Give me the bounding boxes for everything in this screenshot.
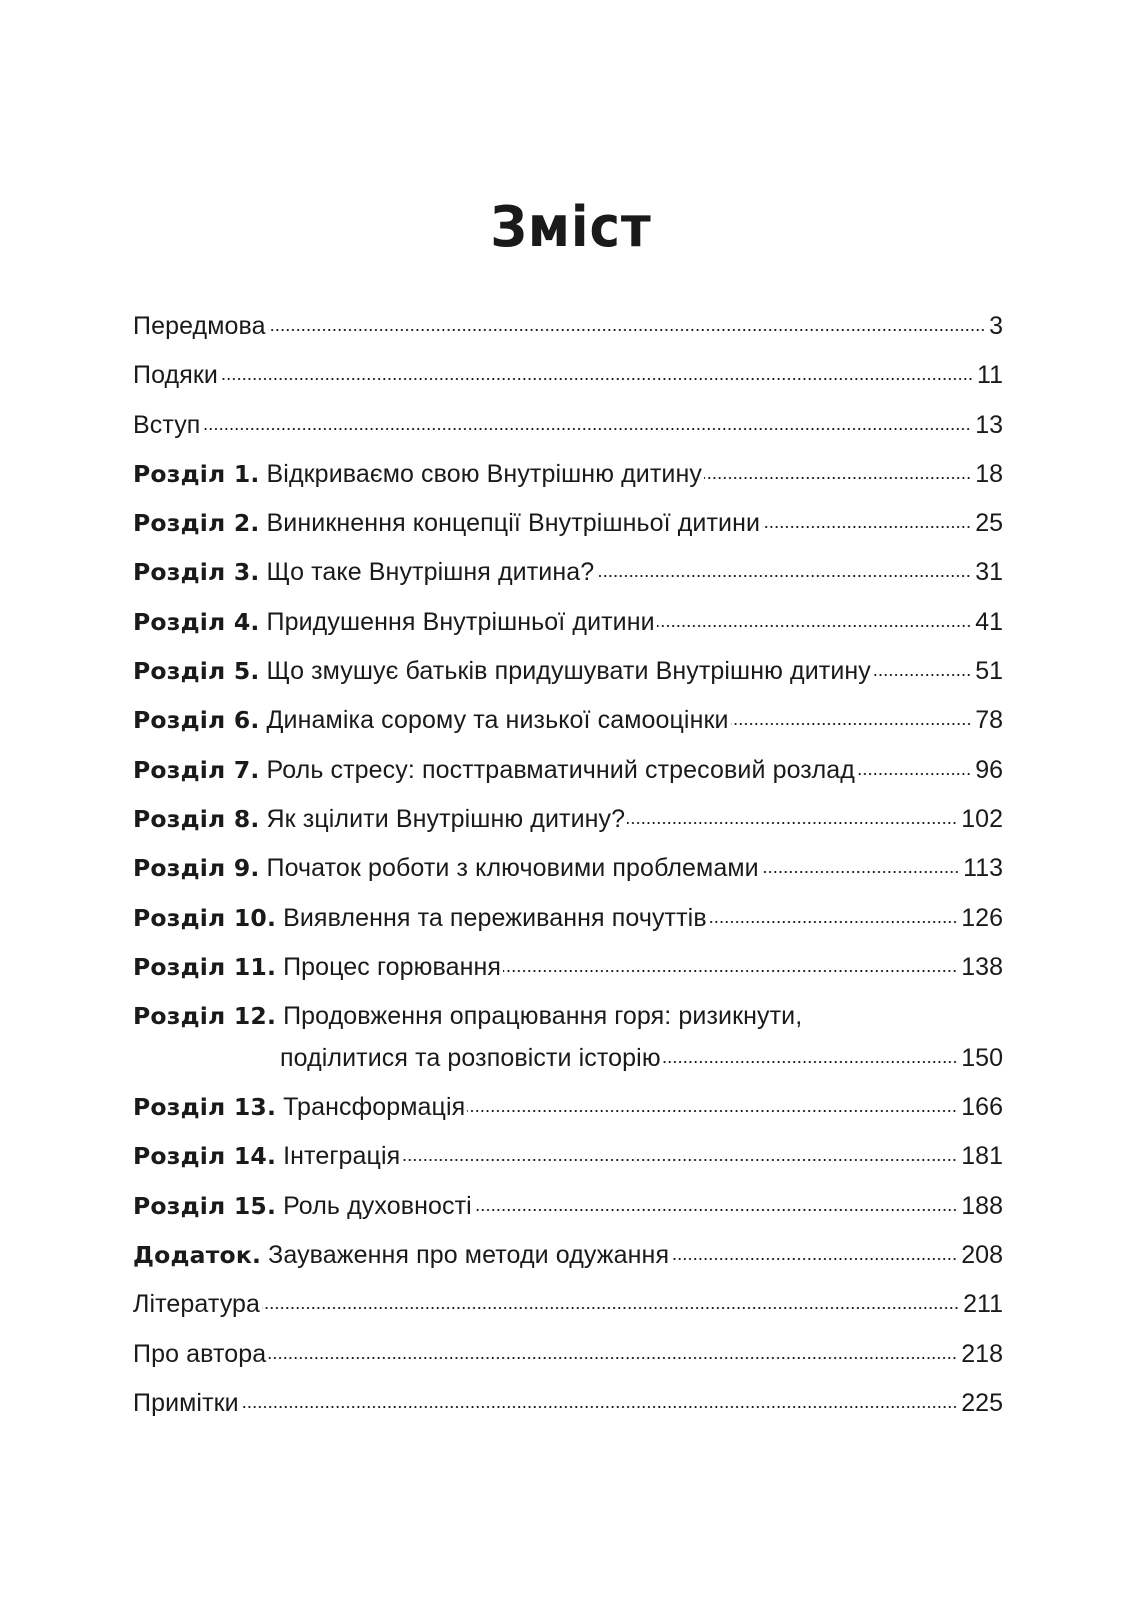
- toc-entry-page: 126: [961, 903, 1003, 932]
- toc-entry-title: Роль духовності: [283, 1191, 472, 1220]
- toc-entry-title: Примітки: [133, 1388, 239, 1417]
- toc-entry-chapter-7[interactable]: [133, 754, 1003, 803]
- toc-entry-page: 25: [975, 509, 1003, 538]
- toc-entry-title: Придушення Внутрішньої дитини: [266, 607, 655, 636]
- toc-entry-notes[interactable]: [133, 1387, 1003, 1436]
- toc-entry-title: Відкриваємо свою Внутрішню дитину: [266, 459, 702, 488]
- toc-entry-title: Процес горювання: [283, 952, 502, 981]
- toc-entry-label: Розділ 4.: [133, 607, 260, 636]
- dot-leader: [857, 771, 971, 777]
- dot-leader: [731, 721, 972, 727]
- toc-entry-chapter-5[interactable]: [133, 655, 1003, 704]
- toc-entry-page: 96: [975, 755, 1003, 784]
- toc-entry-appendix[interactable]: [133, 1239, 1003, 1288]
- dot-leader: [709, 919, 958, 925]
- toc-entry-introduction[interactable]: [133, 409, 1003, 458]
- dot-leader: [873, 672, 971, 678]
- toc-entry-label: Розділ 8.: [133, 804, 260, 833]
- toc-entry-chapter-12[interactable]: [133, 1000, 1003, 1091]
- toc-entry-page: 78: [975, 706, 1003, 735]
- toc-entry-page: 138: [961, 952, 1003, 981]
- toc-entry-chapter-2[interactable]: [133, 507, 1003, 556]
- dot-leader: [402, 1157, 957, 1163]
- toc-entry-page: 218: [961, 1339, 1003, 1368]
- dot-leader: [268, 1355, 957, 1361]
- dot-leader: [657, 623, 971, 629]
- toc-entry-chapter-10[interactable]: [133, 902, 1003, 951]
- dot-leader: [671, 1256, 957, 1262]
- toc-entry-label: Розділ 5.: [133, 657, 260, 686]
- toc-entry-title: Передмова: [133, 312, 266, 340]
- dot-leader: [627, 820, 957, 826]
- toc-entry-title: Що таке Внутрішня дитина?: [266, 558, 595, 587]
- toc-entry-page: 13: [975, 410, 1003, 439]
- toc-entry-page: 211: [963, 1290, 1003, 1319]
- toc-entry-title: Вступ: [133, 410, 201, 439]
- toc-entry-chapter-1[interactable]: [133, 458, 1003, 507]
- toc-entry-chapter-8[interactable]: [133, 803, 1003, 852]
- toc-entry-title: Виникнення концепції Внутрішньої дитини: [266, 509, 761, 538]
- dot-leader: [503, 968, 957, 974]
- toc-entry-title: Інтеграція: [283, 1142, 401, 1171]
- toc-entry-title: Виявлення та переживання почуттів: [283, 903, 707, 932]
- toc-entry-title: Зауваження про методи одужання: [268, 1241, 670, 1270]
- toc-entry-label: Розділ 2.: [133, 509, 260, 538]
- toc-entry-title: Подяки: [133, 361, 218, 390]
- toc-entry-bibliography[interactable]: [133, 1288, 1003, 1337]
- toc-entry-page: 181: [961, 1142, 1003, 1171]
- toc-entry-title-line-1: Продовження опрацювання горя: ризикнути,: [283, 1002, 803, 1031]
- dot-leader: [241, 1404, 958, 1410]
- toc-entry-title: Як зцілити Внутрішню дитину?: [266, 804, 626, 833]
- dot-leader: [663, 1059, 958, 1065]
- toc-entry-title: Література: [133, 1290, 261, 1319]
- dot-leader: [704, 475, 971, 481]
- toc-entry-title: Динаміка сорому та низької самооцінки: [266, 706, 729, 735]
- toc-entry-label: Додаток.: [133, 1241, 262, 1270]
- toc-entry-chapter-13[interactable]: [133, 1091, 1003, 1140]
- toc-entry-page: 166: [961, 1093, 1003, 1122]
- toc-entry-page: 31: [975, 558, 1003, 587]
- toc-entry-label: Розділ 12.: [133, 1002, 277, 1031]
- toc-entry-title: Про автора: [133, 1339, 267, 1368]
- toc-entry-page: 102: [961, 804, 1003, 833]
- dot-leader: [596, 573, 971, 579]
- toc-entry-label: Розділ 7.: [133, 755, 260, 784]
- toc-entry-label: Розділ 14.: [133, 1142, 277, 1171]
- toc-entry-page: 18: [975, 459, 1003, 488]
- dot-leader: [761, 869, 959, 875]
- toc-entry-title: Початок роботи з ключовими проблемами: [266, 854, 759, 883]
- toc-entry-page: 11: [977, 361, 1003, 390]
- toc-entry-title: Трансформація: [283, 1093, 466, 1122]
- toc-entry-label: Розділ 6.: [133, 706, 260, 735]
- dot-leader: [202, 426, 971, 432]
- toc-entry-label: Розділ 9.: [133, 854, 260, 883]
- toc-entry-chapter-6[interactable]: [133, 704, 1003, 753]
- toc-entry-label: Розділ 15.: [133, 1191, 277, 1220]
- toc-entry-label: Розділ 13.: [133, 1093, 277, 1122]
- toc-entry-page: 51: [975, 657, 1003, 686]
- toc-entry-chapter-15[interactable]: [133, 1190, 1003, 1239]
- toc-entry-page: 150: [961, 1044, 1003, 1073]
- toc-entry-about-author[interactable]: [133, 1338, 1003, 1387]
- dot-leader: [467, 1108, 957, 1114]
- toc-entry-page: 208: [961, 1241, 1003, 1270]
- toc-entry-chapter-14[interactable]: [133, 1140, 1003, 1189]
- toc-entry-page: 3: [989, 312, 1003, 340]
- toc-entry-label: Розділ 11.: [133, 952, 277, 981]
- toc-entry-label: Розділ 10.: [133, 903, 277, 932]
- toc-entry-line-1: [133, 1000, 1003, 1042]
- dot-leader: [262, 1305, 959, 1311]
- table-of-contents: [133, 310, 1003, 1436]
- page-title: Зміст: [490, 194, 652, 260]
- toc-entry-title: Роль стресу: посттравматичний стресовий розлад: [266, 755, 855, 784]
- toc-entry-page: 225: [961, 1388, 1003, 1417]
- toc-entry-acknowledgements[interactable]: [133, 359, 1003, 408]
- toc-entry-chapter-3[interactable]: [133, 556, 1003, 605]
- dot-leader: [474, 1207, 957, 1213]
- toc-entry-page: 113: [963, 854, 1003, 883]
- toc-entry-label: Розділ 3.: [133, 558, 260, 587]
- toc-entry-label: Розділ 1.: [133, 459, 260, 488]
- toc-entry-title-line-2: поділитися та розповісти історію: [280, 1044, 661, 1073]
- toc-entry-chapter-9[interactable]: [133, 852, 1003, 901]
- toc-entry-page: 188: [961, 1191, 1003, 1220]
- toc-entry-foreword[interactable]: [133, 310, 1003, 359]
- toc-entry-chapter-4[interactable]: [133, 606, 1003, 655]
- toc-entry-title: Що змушує батьків придушувати Внутрішню дитину: [266, 657, 871, 686]
- toc-entry-chapter-11[interactable]: [133, 951, 1003, 1000]
- dot-leader: [220, 376, 973, 382]
- toc-entry-page: 41: [975, 607, 1003, 636]
- dot-leader: [762, 524, 971, 530]
- dot-leader: [268, 327, 985, 333]
- toc-entry-line-2: [133, 1042, 1003, 1091]
